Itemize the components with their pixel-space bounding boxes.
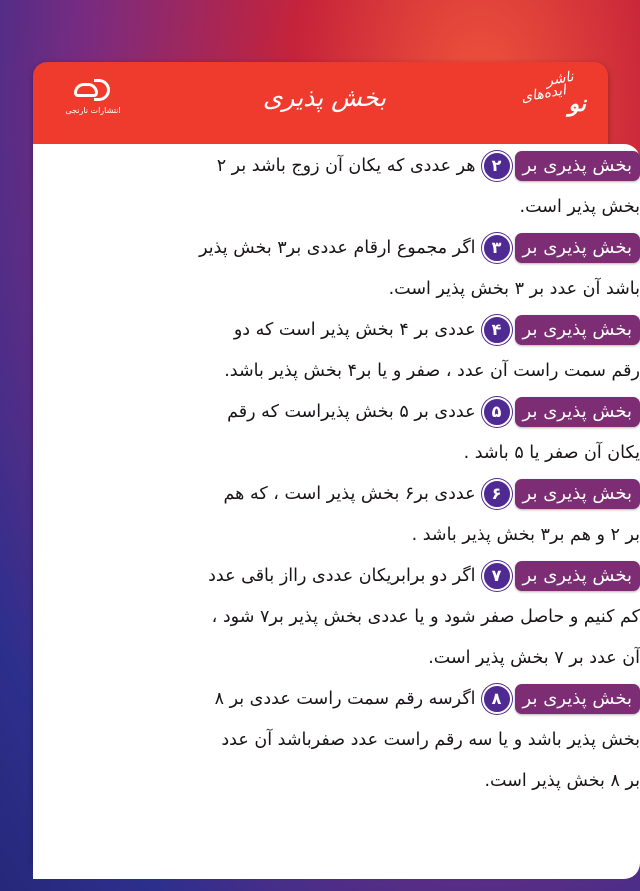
- header: [33, 62, 608, 132]
- rule-text: اگرسه رقم سمت راست عددی بر ۸: [214, 689, 476, 709]
- narenji-logo-icon: [74, 79, 112, 103]
- rule-label: بخش پذیری بر: [515, 561, 640, 591]
- publisher-name: انتشارات نارنجی: [65, 106, 121, 115]
- rule-text: عددی بر ۴ بخش پذیر است که دو: [233, 320, 476, 340]
- rule-label: بخش پذیری بر: [515, 479, 640, 509]
- rule-number-badge: ۷: [482, 561, 512, 591]
- rule-7: [45, 556, 640, 679]
- rule-number-badge: ۳: [482, 233, 512, 263]
- rule-text: یکان آن صفر یا ۵ باشد .: [463, 443, 640, 463]
- rule-text: آن عدد بر ۷ بخش پذیر است.: [428, 648, 640, 668]
- rule-5: [45, 392, 640, 474]
- rule-2: [45, 146, 640, 228]
- rule-text: بخش پذیر است.: [519, 197, 640, 217]
- rule-text: عددی بر ۵ بخش پذیراست که رقم: [227, 402, 476, 422]
- rule-label: بخش پذیری بر: [515, 151, 640, 181]
- series-logo: [516, 68, 588, 123]
- series-logo-line2: ایده‌های: [519, 82, 568, 106]
- rule-text: باشد آن عدد بر ۳ بخش پذیر است.: [388, 279, 640, 299]
- rule-8: [45, 679, 640, 802]
- card: [33, 62, 640, 872]
- rule-number-badge: ۲: [482, 151, 512, 181]
- rule-text: هر عددی که یکان آن زوج باشد بر ۲: [216, 156, 476, 176]
- rule-text: اگر دو برابریکان عددی رااز باقی عدد: [208, 566, 476, 586]
- rule-label: بخش پذیری بر: [515, 315, 640, 345]
- rule-text: رقم سمت راست آن عدد ، صفر و یا بر۴ بخش پذیر باشد.: [224, 361, 640, 381]
- rule-3: [45, 228, 640, 310]
- website-link[interactable]: www.NarenjiBook.com: [235, 851, 406, 866]
- rule-text: بر ۸ بخش پذیر است.: [484, 771, 640, 791]
- rules-panel: [33, 144, 640, 879]
- series-logo-line1: ناشر: [545, 68, 576, 90]
- rule-4: [45, 310, 640, 392]
- rule-number-badge: ۴: [482, 315, 512, 345]
- rule-text: اگر مجموع ارقام عددی بر۳ بخش پذیر: [199, 238, 476, 258]
- rule-number-badge: ۵: [482, 397, 512, 427]
- rule-label: بخش پذیری بر: [515, 233, 640, 263]
- rule-text: عددی بر۶ بخش پذیر است ، که هم: [223, 484, 476, 504]
- rule-label: بخش پذیری بر: [515, 684, 640, 714]
- rule-text: کم کنیم و حاصل صفر شود و یا عددی بخش پذیر بر۷ شود ،: [211, 607, 640, 627]
- rule-number-badge: ۸: [482, 684, 512, 714]
- rule-text: بخش پذیر باشد و یا سه رقم راست عدد صفرباشد آن عدد: [221, 730, 640, 750]
- rule-6: [45, 474, 640, 556]
- rule-text: بر ۲ و هم بر۳ بخش پذیر باشد .: [411, 525, 640, 545]
- rule-label: بخش پذیری بر: [515, 397, 640, 427]
- series-logo-line3: نو: [568, 91, 586, 117]
- publisher-logo: [53, 79, 133, 115]
- page-title: بخش پذیری: [262, 82, 387, 112]
- rule-number-badge: ۶: [482, 479, 512, 509]
